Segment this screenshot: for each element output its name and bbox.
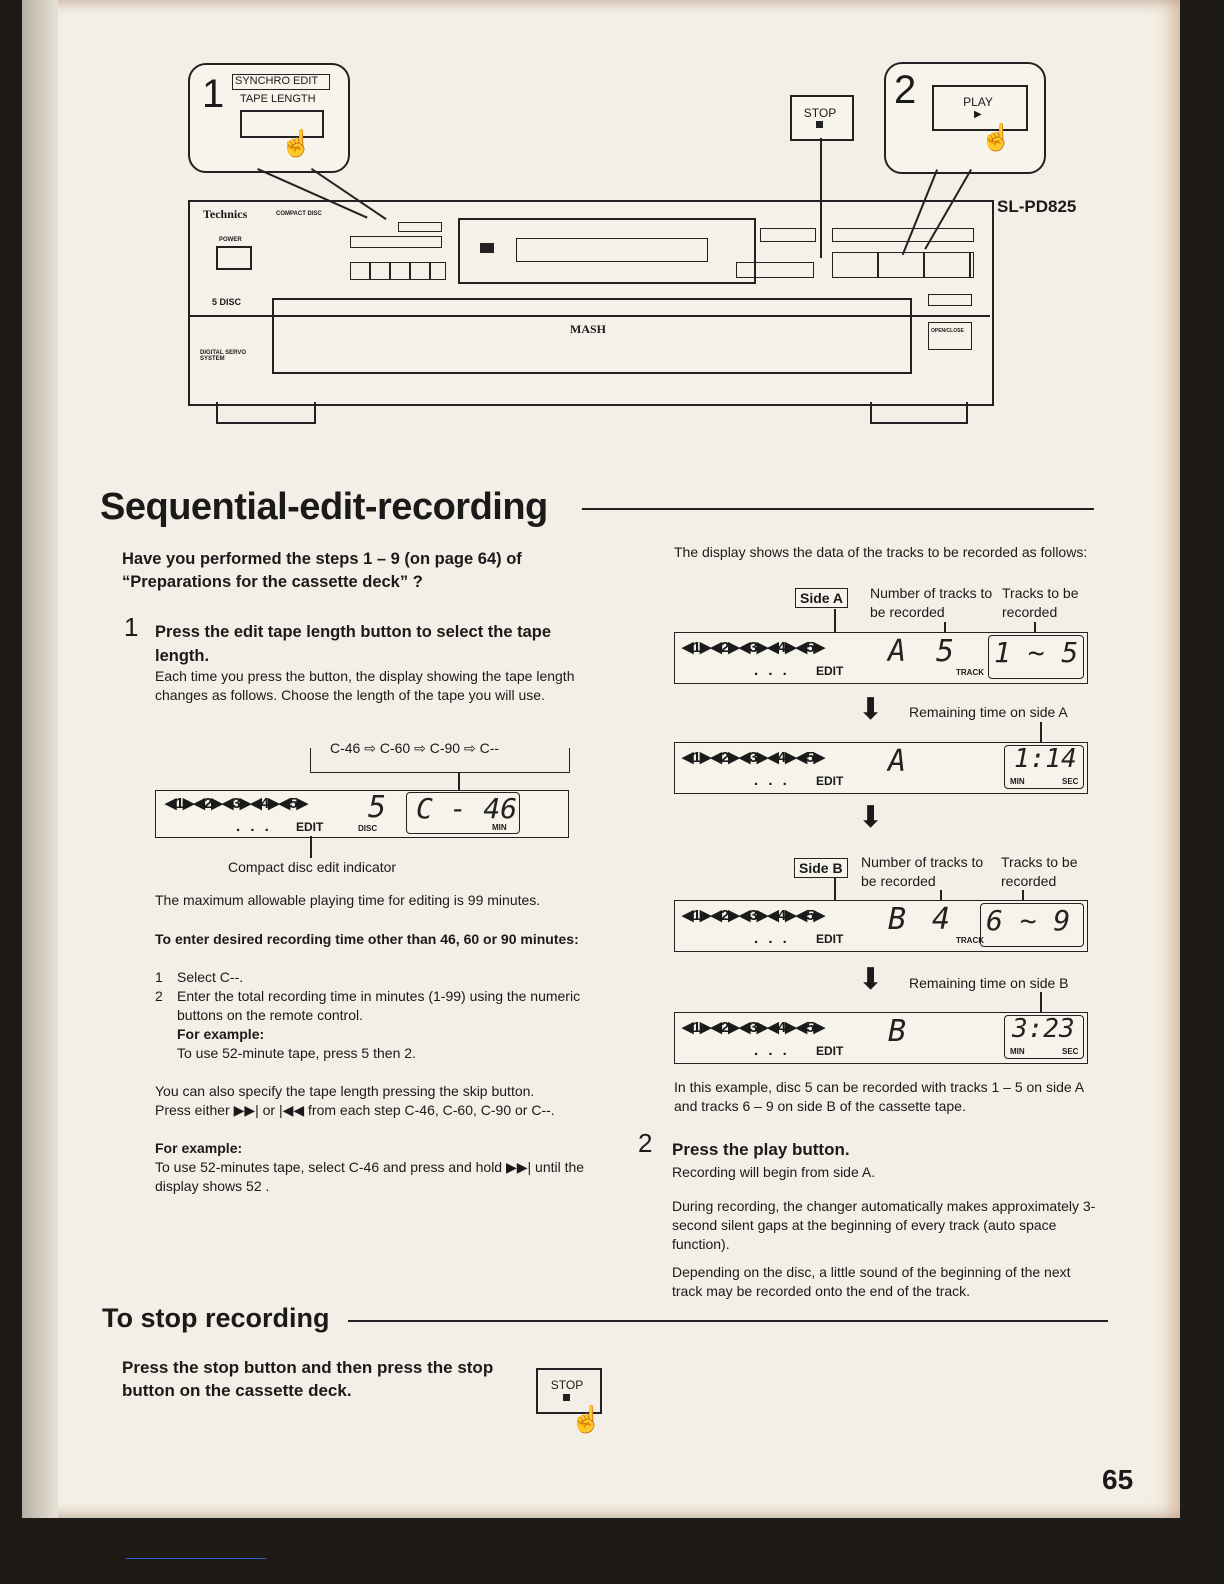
edit-indicator: EDIT (296, 820, 324, 834)
open-close-button[interactable] (928, 322, 972, 350)
stop-button-square-icon (563, 1394, 570, 1401)
side-a-tracks-label: Tracks to be recorded (1002, 585, 1079, 620)
search-buttons[interactable] (760, 228, 816, 242)
remaining-a-edit: EDIT (816, 774, 844, 788)
remaining-a-letter: A (888, 744, 907, 779)
arrow-down-1: ⬇ (858, 693, 884, 726)
cycle-c90: C-90 (429, 740, 461, 756)
disc-number-lcd: 5 (368, 790, 387, 825)
side-a-edit: EDIT (816, 664, 844, 678)
max-time-note: The maximum allowable playing time for editing is 99 minutes. (155, 892, 541, 908)
stop-square-icon (816, 121, 823, 128)
indicator-pointer-line (310, 836, 312, 858)
side-b-track-count: 4 (932, 902, 951, 937)
other-step-1 (155, 968, 585, 987)
side-a-label: Side A (795, 588, 848, 608)
min-label: MIN (492, 823, 507, 832)
compact-disc-edit-indicator-label: Compact disc edit indicator (228, 859, 397, 875)
remaining-a-time: 1:14 (1014, 744, 1077, 774)
play-callout-label: PLAY (963, 95, 993, 109)
page-number: 65 (1102, 1464, 1134, 1495)
remaining-b-time: 3:23 (1012, 1014, 1075, 1044)
mash-logo: MASH (570, 322, 606, 336)
side-b-indicators: ◀1▶◀2▶◀3▶◀4▶◀5▶ (682, 907, 825, 924)
side-b-edit: EDIT (816, 932, 844, 946)
remaining-a-indicators: ◀1▶◀2▶◀3▶◀4▶◀5▶ (682, 749, 825, 766)
other-step-2 (155, 987, 595, 1025)
open-close-label: OPEN/CLOSE (931, 328, 964, 334)
title-rule (582, 508, 1094, 510)
arrow-down-3: ⬇ (858, 963, 884, 996)
play-triangle-icon: ▶ (974, 109, 982, 120)
step2-number: 2 (894, 68, 917, 112)
cycle-sequence: C-46 ⇨ C-60 ⇨ C-90 ⇨ C-- (330, 740, 500, 756)
manual-page (22, 0, 1180, 1518)
bottom-link-underline (126, 1558, 266, 1559)
hand-pointer-icon: ☝ (280, 128, 313, 158)
step1-heading: Press the edit tape length button to select the tape length. (155, 623, 552, 665)
step2-line1: Recording will begin from side A. (672, 1164, 876, 1180)
remaining-a-sec: SEC (1062, 777, 1079, 786)
side-b-letter: B (888, 902, 907, 937)
indicator-dots: . . . (236, 818, 272, 835)
stop-instructions: Press the stop button and then press the stop button on the cassette deck. (122, 1358, 494, 1400)
side-a-track-label: TRACK (956, 668, 984, 677)
disc-label: DISC (358, 824, 378, 833)
side-a-num-tracks-label: Number of tracks to be recorded (870, 585, 993, 620)
cycle-c46: C-46 (330, 740, 361, 756)
remaining-b-label: Remaining time on side B (909, 975, 1069, 991)
remaining-b-sec: SEC (1062, 1047, 1079, 1056)
other-step-2-num: 2 (155, 988, 163, 1004)
tape-length-lcd: C - 46 (416, 792, 518, 825)
five-disc-label: 5 DISC (212, 297, 242, 307)
step1-number: 1 (202, 72, 225, 116)
section-title: Sequential-edit-recording (100, 486, 548, 528)
stop-pause-play-buttons[interactable] (832, 252, 974, 278)
step2-heading: Press the play button. (672, 1140, 850, 1159)
display-inner (516, 238, 708, 262)
hand-pointer-icon-2: ☝ (980, 122, 1013, 152)
display-intro: The display shows the data of the tracks to be recorded as follows: (674, 544, 1088, 560)
for-example-label: For example: (177, 1026, 265, 1042)
side-a-dots: . . . (754, 662, 790, 679)
remaining-a-min: MIN (1010, 777, 1025, 786)
cycle-c60: C-60 (379, 740, 411, 756)
example-note: In this example, disc 5 can be recorded with tracks 1 – 5 on side A and tracks 6 – 9 on side B of the cassette tape. (674, 1079, 1084, 1114)
remaining-b-edit: EDIT (816, 1044, 844, 1058)
power-button[interactable] (216, 246, 252, 270)
other-step-2-text: Enter the total recording time in minutes (1-99) using the numeric buttons on the remote control. (177, 988, 581, 1023)
disc-skip-button[interactable] (928, 294, 972, 306)
side-b-line-1 (834, 878, 836, 902)
device-foot-left (216, 402, 316, 424)
disc-select-buttons[interactable] (832, 228, 974, 242)
remaining-a-dots: . . . (754, 772, 790, 789)
tape-length-label: TAPE LENGTH (240, 93, 316, 105)
synchro-edit-button[interactable] (398, 222, 442, 232)
other-step-1-text: Select C--. (177, 969, 244, 985)
step2-marker: 2 (638, 1128, 653, 1158)
for-example-label-2: For example: (155, 1140, 243, 1156)
mode-buttons[interactable] (350, 262, 446, 280)
example-skip: To use 52-minutes tape, select C-46 and press and hold ▶▶| until the display shows 52 . (155, 1159, 585, 1194)
other-step-1-num: 1 (155, 969, 163, 985)
step1-body: Each time you press the button, the display showing the tape length changes as follows. Choose the length of the tape you will use. (155, 668, 575, 703)
page-edge-shadow (22, 0, 58, 1518)
remaining-b-indicators: ◀1▶◀2▶◀3▶◀4▶◀5▶ (682, 1019, 825, 1036)
remaining-b-min: MIN (1010, 1047, 1025, 1056)
side-a-line-1 (834, 609, 836, 633)
side-a-track-count: 5 (936, 634, 955, 669)
stop-title-rule (348, 1320, 1108, 1322)
hand-pointer-icon-3: ☝ (570, 1404, 603, 1434)
power-label: POWER (219, 237, 242, 243)
step1-marker: 1 (124, 612, 139, 642)
step2-para1: During recording, the changer automatically makes approximately 3-second silent gaps at the beginning of every track (auto space function). (672, 1198, 1096, 1252)
synchro-edit-label: SYNCHRO EDIT (235, 75, 319, 87)
stop-callout-line (820, 138, 822, 258)
arrow-down-2: ⬇ (858, 801, 884, 834)
remaining-b-line (1040, 992, 1042, 1014)
remaining-b-dots: . . . (754, 1042, 790, 1059)
cycle-cdash: C-- (479, 740, 500, 756)
other-time-heading: To enter desired recording time other than 46, 60 or 90 minutes: (155, 931, 579, 947)
edit-button-row[interactable] (350, 236, 442, 248)
side-a-indicators: ◀1▶◀2▶◀3▶◀4▶◀5▶ (682, 639, 825, 656)
skip-text-2: Press either ▶▶| or |◀◀ from each step C-46, C-60, C-90 or C--. (155, 1102, 555, 1118)
digital-servo-label: DIGITAL SERVO SYSTEM (200, 350, 247, 362)
side-b-num-tracks-label: Number of tracks to be recorded (861, 854, 984, 889)
remaining-b-letter: B (888, 1014, 907, 1049)
remaining-a-line (1040, 722, 1042, 744)
side-b-dots: . . . (754, 930, 790, 947)
remaining-a-label: Remaining time on side A (909, 704, 1068, 720)
cycle-stem (458, 772, 460, 790)
side-b-label: Side B (794, 858, 848, 878)
side-b-track-label: TRACK (956, 936, 984, 945)
side-b-tracks-label: Tracks to be recorded (1001, 854, 1078, 889)
program-skip-buttons[interactable] (736, 262, 814, 278)
stop-callout-label: STOP (803, 106, 837, 120)
stop-button-label: STOP (550, 1378, 584, 1392)
skip-text-1: You can also specify the tape length pressing the skip button. (155, 1083, 535, 1099)
device-brand: Technics (203, 207, 248, 221)
stop-section-title: To stop recording (102, 1303, 330, 1333)
device-foot-right (870, 402, 968, 424)
device-brand-sub: COMPACT DISC (276, 211, 322, 217)
cd-logo-icon (480, 243, 494, 253)
side-a-tracks: 1 ~ 5 (994, 636, 1079, 669)
side-b-tracks: 6 ~ 9 (986, 904, 1071, 937)
example-52-minutes: To use 52-minute tape, press 5 then 2. (177, 1045, 416, 1061)
side-a-letter: A (888, 634, 907, 669)
disc-indicators: ◀1▶◀2▶◀3▶◀4▶◀5▶ (165, 795, 308, 812)
model-number: SL-PD825 (997, 197, 1077, 216)
step2-para2: Depending on the disc, a little sound of the beginning of the next track may be recorded onto the end of the track. (672, 1264, 1071, 1299)
prep-question: Have you performed the steps 1 – 9 (on page 64) of “Preparations for the cassette deck” ? (122, 550, 522, 591)
